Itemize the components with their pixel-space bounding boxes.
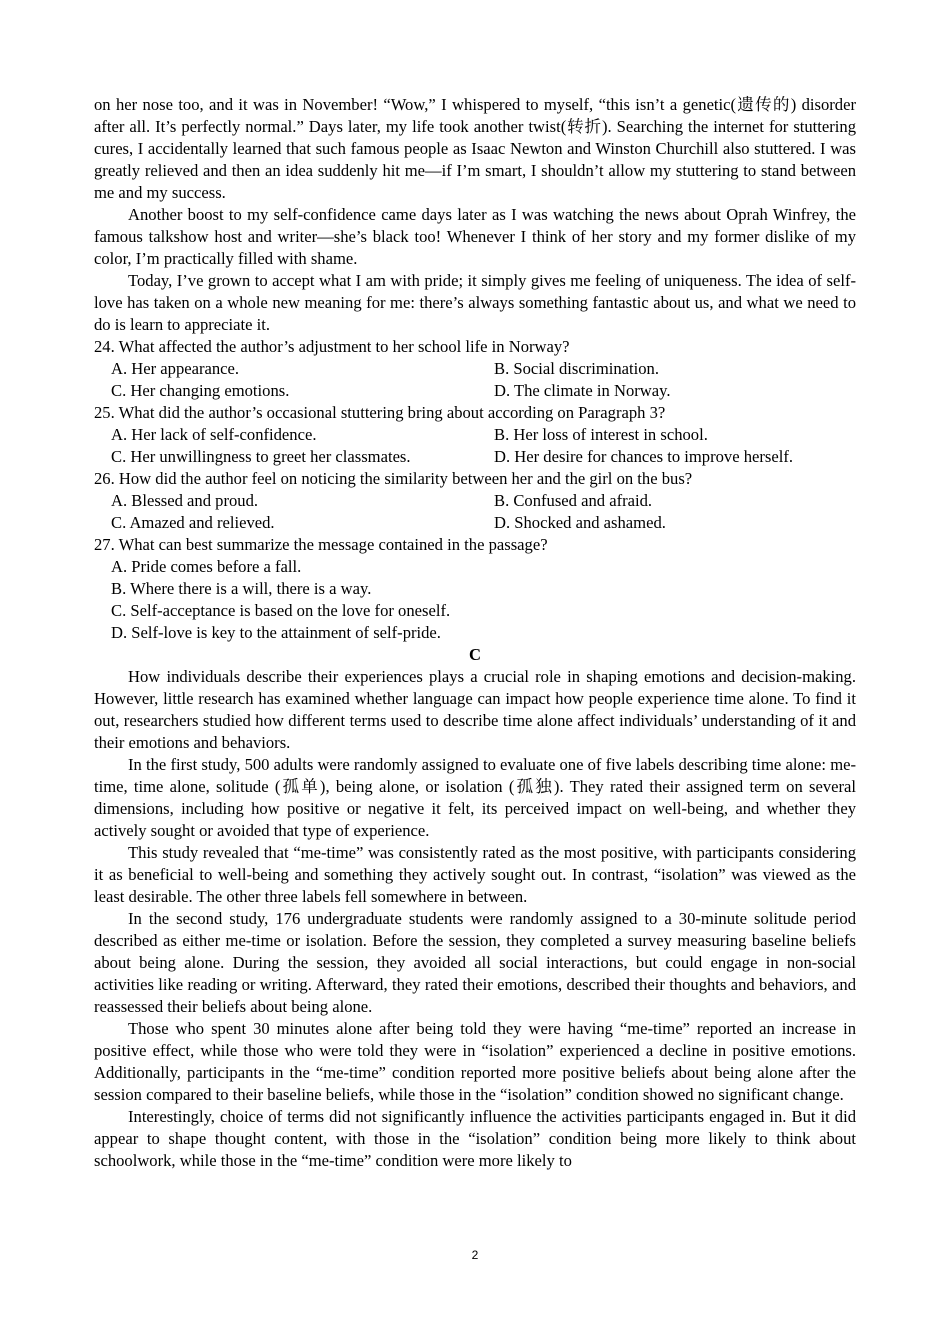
question-options — [94, 490, 856, 534]
option-a: A. Blessed and proud. — [111, 491, 259, 510]
question-26 — [94, 468, 856, 534]
passage-c-paragraph: In the second study, 176 undergraduate students were randomly assigned to a 30-minute solitude period described as either me-time or isolation. Before the session, they completed a survey measuring baseline beliefs about being alone. During the session, they avoided all social interactions, but could engage in non-social activities like reading or writing. Afterward, they rated their emotions, described their thoughts and behaviors, and reassessed their beliefs about being alone. — [94, 909, 856, 1016]
option-c: C. Her unwillingness to greet her classmates. — [111, 447, 411, 466]
question-options — [94, 358, 856, 402]
option-d: D. The climate in Norway. — [494, 381, 671, 400]
option-c: C. Amazed and relieved. — [111, 513, 275, 532]
page-number: 2 — [471, 1248, 479, 1262]
option-d: D. Her desire for chances to improve herself. — [494, 447, 794, 466]
section-title: C — [469, 645, 481, 664]
passage-c-paragraph: Interestingly, choice of terms did not significantly influence the activities participants engaged in. But it did appear to shape thought content, with those in the “isolation” condition being more likely to think about schoolwork, while those in the “me-time” condition were more likely to — [94, 1107, 856, 1170]
option-b: B. Where there is a will, there is a way. — [111, 579, 372, 598]
passage-b-paragraph: Today, I’ve grown to accept what I am with pride; it simply gives me feeling of uniqueness. The idea of self-love has taken on a whole new meaning for me: there’s always something fantastic about us, and what we need to do is learn to appreciate it. — [94, 271, 856, 334]
passage-c-paragraph: This study revealed that “me-time” was consistently rated as the most positive, with participants considering it as beneficial to well-being and something they actively sought out. In contrast, “isolation” was viewed as the least desirable. The other three labels fell somewhere in between. — [94, 843, 856, 906]
question-stem: 25. What did the author’s occasional stuttering bring about according on Paragraph 3? — [94, 403, 666, 422]
question-options — [94, 424, 856, 468]
option-b: B. Social discrimination. — [494, 359, 659, 378]
option-c: C. Her changing emotions. — [111, 381, 290, 400]
question-stem: 27. What can best summarize the message contained in the passage? — [94, 535, 548, 554]
passage-b-paragraph: Another boost to my self-confidence came days later as I was watching the news about Oprah Winfrey, the famous talkshow host and writer—she’s black too! Whenever I think of her story and my former dislike of my color, I’m practically filled with shame. — [94, 205, 856, 268]
question-25 — [94, 402, 856, 468]
option-b: B. Confused and afraid. — [494, 491, 653, 510]
passage-c-paragraph: How individuals describe their experiences plays a crucial role in shaping emotions and decision-making. However, little research has examined whether language can impact how people experience time alone. To find it out, researchers studied how different terms used to describe time alone affect individuals’ understanding of it and their emotions and behaviors. — [94, 667, 856, 752]
question-stem: 24. What affected the author’s adjustment to her school life in Norway? — [94, 337, 570, 356]
question-27 — [94, 534, 856, 644]
question-stem: 26. How did the author feel on noticing the similarity between her and the girl on the bus? — [94, 469, 693, 488]
document-page — [94, 94, 856, 1172]
option-c: C. Self-acceptance is based on the love for oneself. — [111, 601, 451, 620]
passage-b-paragraph: on her nose too, and it was in November! “Wow,” I whispered to myself, “this isn’t a genetic(遗传的) disorder after all. It’s perfectly normal.” Days later, my life took another twist(转折). Searching the internet for stuttering cures, I accidentally learned that such famous people as Isaac Newton and Winston Churchill also stuttered. I was greatly relieved and then an idea suddenly hit me—if I’m smart, I shouldn’t allow my stuttering to stand between me and my success. — [94, 95, 856, 202]
option-d: D. Shocked and ashamed. — [494, 513, 666, 532]
passage-c-paragraph: Those who spent 30 minutes alone after being told they were having “me-time” reported an increase in positive effect, while those who were told they were in “isolation” experienced a decline in positive emotions. Additionally, participants in the “me-time” condition reported more positive beliefs about being alone after the session compared to their baseline beliefs, while those in the “isolation” condition showed no significant change. — [94, 1019, 856, 1104]
option-a: A. Pride comes before a fall. — [111, 557, 302, 576]
option-a: A. Her lack of self-confidence. — [111, 425, 317, 444]
option-d: D. Self-love is key to the attainment of self-pride. — [111, 623, 441, 642]
option-b: B. Her loss of interest in school. — [494, 425, 708, 444]
passage-c-paragraph: In the first study, 500 adults were randomly assigned to evaluate one of five labels describing time alone: me-time, time alone, solitude (孤单), being alone, or isolation (孤独). They rated their assigned term on several dimensions, including how positive or negative it felt, its perceived impact on well-being, and whether they actively sought or avoided that type of experience. — [94, 755, 856, 840]
question-24 — [94, 336, 856, 402]
option-a: A. Her appearance. — [111, 359, 240, 378]
